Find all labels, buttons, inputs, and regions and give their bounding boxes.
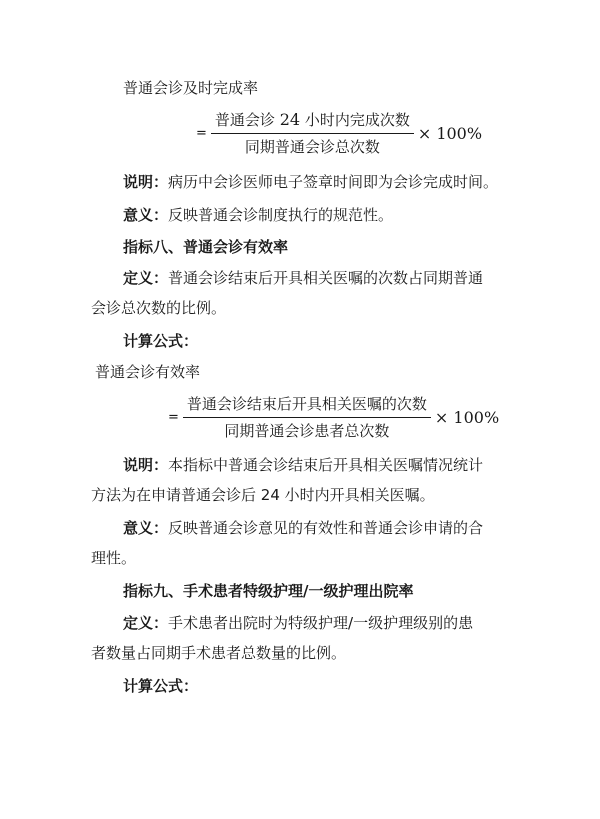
equals-sign: = (168, 410, 179, 425)
fraction (183, 394, 431, 441)
definition-label: 定义： (123, 269, 169, 287)
definition-paragraph (123, 268, 483, 288)
meaning-text-line2: 理性。 (91, 549, 137, 567)
definition-text-line2: 者数量占同期手术患者总数量的比例。 (91, 644, 347, 662)
meaning-label: 意义： (123, 206, 169, 224)
indicator-9-title: 指标九、手术患者特级护理/一级护理出院率 (123, 582, 414, 600)
fraction (211, 110, 414, 157)
fraction-numerator: 普通会诊结束后开具相关医嘱的次数 (183, 394, 431, 418)
meaning-label: 意义： (123, 519, 169, 537)
times-100-percent: × 100% (417, 124, 483, 143)
note-paragraph (123, 455, 483, 475)
formula-heading-timely-rate: 普通会诊及时完成率 (123, 79, 259, 97)
definition-text-line1: 手术患者出院时为特级护理/一级护理级别的患 (168, 614, 474, 632)
note-label: 说明： (123, 456, 169, 474)
fraction-denominator: 同期普通会诊总次数 (244, 138, 380, 156)
definition-text-line2: 会诊总次数的比例。 (91, 299, 227, 317)
calc-formula-label: 计算公式： (123, 677, 199, 695)
calc-formula-label: 计算公式： (123, 332, 199, 350)
formula-timely-rate (196, 110, 482, 157)
numerator-text-post: 小时内完成次数 (300, 111, 410, 129)
meaning-text-line1: 反映普通会诊意见的有效性和普通会诊申请的合 (168, 519, 484, 537)
definition-label: 定义： (123, 614, 169, 632)
fraction-denominator: 同期普通会诊患者总次数 (224, 422, 390, 440)
indicator-8-title: 指标八、普通会诊有效率 (123, 238, 289, 256)
equals-sign: = (196, 126, 207, 141)
numerator-hours: 24 (279, 110, 301, 129)
note-text: 病历中会诊医师电子签章时间即为会诊完成时间。 (168, 173, 499, 191)
definition-text-line1: 普通会诊结束后开具相关医嘱的次数占同期普通 (168, 269, 484, 287)
meaning-paragraph (123, 205, 393, 225)
formula-heading-effective-rate: 普通会诊有效率 (95, 363, 201, 381)
times-100-percent: × 100% (434, 408, 500, 427)
meaning-paragraph (123, 518, 483, 538)
fraction-numerator (211, 110, 414, 134)
note-text-line2: 方法为在申请普通会诊后 24 小时内开具相关医嘱。 (91, 486, 435, 504)
meaning-text: 反映普通会诊制度执行的规范性。 (168, 206, 394, 224)
numerator-text-pre: 普通会诊 (214, 111, 280, 129)
note-paragraph (123, 172, 498, 192)
formula-effective-rate (168, 394, 499, 441)
definition-paragraph (123, 613, 473, 633)
note-text-line1: 本指标中普通会诊结束后开具相关医嘱情况统计 (168, 456, 484, 474)
note-label: 说明： (123, 173, 169, 191)
